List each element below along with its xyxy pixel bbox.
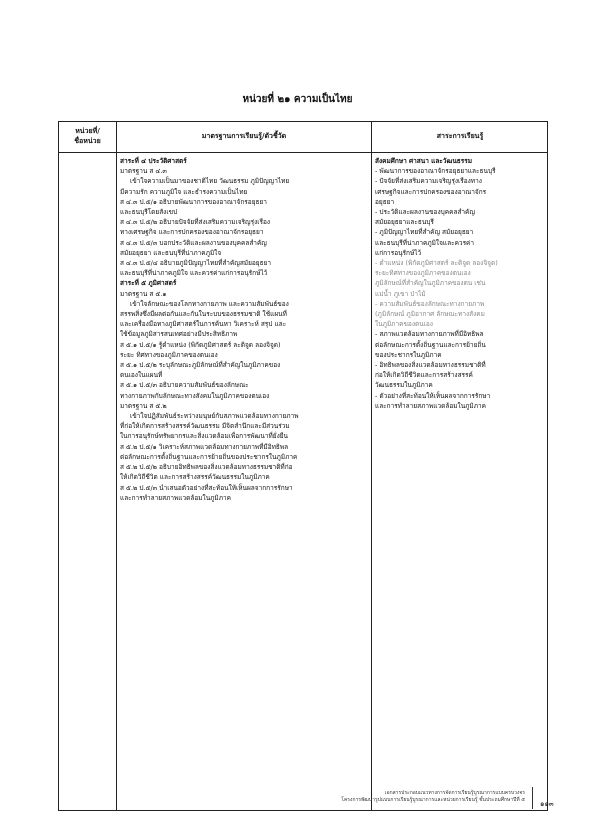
- standards-line: มีความรัก ความภูมิใจ และธำรงความเป็นไทย: [120, 187, 248, 196]
- header-unit-line1: หน่วยที่/: [75, 127, 100, 135]
- content-line: - ประวัติและผลงานของบุคคลสำคัญ: [375, 208, 475, 217]
- content-column: [375, 156, 545, 411]
- header-unit-line2: ชื่อหน่วย: [74, 137, 101, 145]
- standards-column: [120, 156, 368, 503]
- standards-line: ส ๕.๒ ป.๕/๑ วิเคราะห์สภาพแวดล้อมทางกายภาพที่มีอิทธิพล: [120, 442, 289, 451]
- content-line: ระยะทิศทางของภูมิภาคของตนเอง: [375, 269, 471, 278]
- standards-line: เข้าใจปฏิสัมพันธ์ระหว่างมนุษย์กับสภาพแวดล้อมทางกายภาพ: [130, 412, 299, 421]
- standards-line: ส ๔.๓ ป.๕/๓ บอกประวัติและผลงานของบุคคลสำคัญ: [120, 238, 267, 247]
- footer-divider: [532, 787, 533, 809]
- standards-line: มาตรฐาน ส ๕.๒: [120, 401, 167, 410]
- content-line: และธนบุรีที่น่าภาคภูมิใจและควรค่า: [375, 238, 475, 247]
- standards-line: ส ๔.๓ ป.๕/๔ อธิบายภูมิปัญญาไทยที่สำคัญสมัยอยุธยา: [120, 259, 272, 268]
- standards-line: มาตรฐาน ส ๔.๓: [120, 167, 167, 176]
- column-divider: [371, 122, 372, 810]
- standards-line: ส ๕.๑ ป.๕/๓ อธิบายความสัมพันธ์ของลักษณะ: [120, 381, 249, 390]
- content-line: - ตัวอย่างที่สะท้อนให้เห็นผลจากการรักษา: [375, 391, 491, 400]
- standards-line: ตนเองในแผนที่: [120, 371, 163, 380]
- content-line: - พัฒนาการของอาณาจักรอยุธยาและธนบุรี: [375, 167, 496, 176]
- standards-line: สรรพสิ่งซึ่งมีผลต่อกันและกันในระบบของธรรมชาติ ใช้แผนที่: [120, 310, 287, 319]
- content-line: วัฒนธรรมในภูมิภาค: [375, 381, 433, 390]
- content-line: (ภูมิลักษณ์ ภูมิอากาศ ลักษณะทางสังคม: [375, 310, 485, 319]
- standards-line: ในการอนุรักษ์ทรัพยากรและสิ่งแวดล้อมเพื่อการพัฒนาที่ยั่งยืน: [120, 432, 288, 441]
- standards-line: สมัยอยุธยา และธนบุรีที่น่าภาคภูมิใจ: [120, 248, 222, 257]
- standards-line: ส ๕.๒ ป.๕/๓ นำเสนอตัวอย่างที่สะท้อนให้เห็นผลจากการรักษา: [120, 483, 293, 492]
- standards-line: ส ๕.๑ ป.๕/๒ ระบุลักษณะภูมิลักษณ์ที่สำคัญในภูมิภาคของ: [120, 361, 281, 370]
- page-title: หน่วยที่ ๒๑ ความเป็นไทย: [242, 94, 353, 105]
- content-line: สังคมศึกษา ศาสนา และวัฒนธรรม: [375, 157, 472, 165]
- content-line: - ปัจจัยที่ส่งเสริมความเจริญรุ่งเรืองทาง: [375, 177, 482, 186]
- content-line: - ความสัมพันธ์ของลักษณะทางกายภาพ: [375, 299, 485, 308]
- standards-line: ที่ก่อให้เกิดการสร้างสรรค์วัฒนธรรม มีจิตสำนึกและมีส่วนร่วม: [120, 422, 290, 431]
- standards-line: และการทำลายสภาพแวดล้อมในภูมิภาค: [120, 493, 232, 502]
- standards-line: ส ๔.๓ ป.๕/๒ อธิบายปัจจัยที่ส่งเสริมความเจริญรุ่งเรือง: [120, 218, 271, 227]
- content-line: อยุธยา: [375, 197, 395, 206]
- header-content: สาระการเรียนรู้: [436, 132, 484, 140]
- content-line: ในภูมิภาคของตนเอง: [375, 320, 433, 329]
- footer-line1: เอกสารประกอบแนวทางการจัดการเรียนรู้บูรณาการแบบครบวงจร: [384, 790, 525, 796]
- content-line: สมัยอยุธยาและธนบุรี: [375, 218, 434, 227]
- curriculum-table: [58, 121, 548, 811]
- footer: [341, 790, 525, 804]
- standards-line: ส ๔.๓ ป.๕/๑ อธิบายพัฒนาการของอาณาจักรอยุธยา: [120, 197, 267, 206]
- header-divider: [59, 152, 547, 153]
- standards-line: ให้เกิดวิถีชีวิต และการสร้างสรรค์วัฒนธรรมในภูมิภาค: [120, 473, 270, 482]
- content-line: - สภาพแวดล้อมทางกายภาพที่มีอิทธิพล: [375, 330, 484, 339]
- content-line: แม่น้ำ ภูเขา ป่าไม้: [375, 289, 426, 298]
- standards-line: ใช้ข้อมูลภูมิสารสนเทศอย่างมีประสิทธิภาพ: [120, 330, 238, 339]
- standards-line: ทางเศรษฐกิจ และการปกครองของอาณาจักรอยุธยา: [120, 228, 264, 237]
- page-number: ๑๑๓: [540, 800, 554, 808]
- standards-line: เข้าใจความเป็นมาของชาติไทย วัฒนธรรม ภูมิปัญญาไทย: [130, 177, 290, 186]
- content-line: ภูมิลักษณ์ที่สำคัญในภูมิภาคของตน เช่น: [375, 279, 486, 288]
- standards-line: ทางกายภาพกับลักษณะทางสังคมในภูมิภาคของตนเอง: [120, 391, 270, 400]
- content-line: แก่การอนุรักษ์ไว้: [375, 248, 422, 257]
- content-line: - ภูมิปัญญาไทยที่สำคัญ สมัยอยุธยา: [375, 228, 474, 237]
- standards-line: และธนบุรีโดยสังเขป: [120, 208, 178, 217]
- standards-line: และเครื่องมือทางภูมิศาสตร์ในการค้นหา วิเคราะห์ สรุป และ: [120, 320, 287, 329]
- standards-line: ต่อลักษณะการตั้งถิ่นฐานและการย้ายถิ่นของประชากรในภูมิภาค: [120, 452, 298, 461]
- content-line: - อิทธิพลของสิ่งแวดล้อมทางธรรมชาติที่: [375, 361, 486, 370]
- content-line: ต่อลักษณะการตั้งถิ่นฐานและการย้ายถิ่น: [375, 340, 486, 349]
- header-unit: [59, 126, 116, 146]
- footer-line2: โครงการพัฒนารูปแบบการเรียนรู้บูรณาการและหน่วยการเรียนรู้ ชั้นประถมศึกษาปีที่ ๕: [341, 797, 525, 803]
- standards-line: ส ๕.๑ ป.๕/๑ รู้ตำแหน่ง (พิกัดภูมิศาสตร์ ละติจูด ลองจิจูด): [120, 340, 281, 349]
- content-line: ของประชากรในภูมิภาค: [375, 350, 442, 359]
- standards-line: ระยะ ทิศทางของภูมิภาคของตนเอง: [120, 350, 218, 359]
- column-divider: [116, 122, 117, 810]
- content-line: เศรษฐกิจและการปกครองของอาณาจักร: [375, 187, 487, 196]
- standards-line: มาตรฐาน ส ๕.๑: [120, 289, 167, 298]
- standards-line: สาระที่ ๔ ประวัติศาสตร์: [120, 157, 187, 165]
- content-line: - ตำแหน่ง (พิกัดภูมิศาสตร์ ละติจูด ลองจิจูด): [375, 259, 498, 268]
- standards-line: สาระที่ ๕ ภูมิศาสตร์: [120, 279, 177, 288]
- standards-line: ส ๕.๒ ป.๕/๒ อธิบายอิทธิพลของสิ่งแวดล้อมทางธรรมชาติที่ก่อ: [120, 463, 293, 472]
- content-line: ก่อให้เกิดวิถีชีวิตและการสร้างสรรค์: [375, 371, 473, 380]
- standards-line: เข้าใจลักษณะของโลกทางกายภาพ และความสัมพันธ์ของ: [130, 299, 289, 308]
- header-standards: มาตรฐานการเรียนรู้/ตัวชี้วัด: [201, 132, 287, 140]
- content-line: และการทำลายสภาพแวดล้อมในภูมิภาค: [375, 401, 487, 410]
- standards-line: และธนบุรีที่น่าภาคภูมิใจ และควรค่าแก่การอนุรักษ์ไว้: [120, 269, 268, 278]
